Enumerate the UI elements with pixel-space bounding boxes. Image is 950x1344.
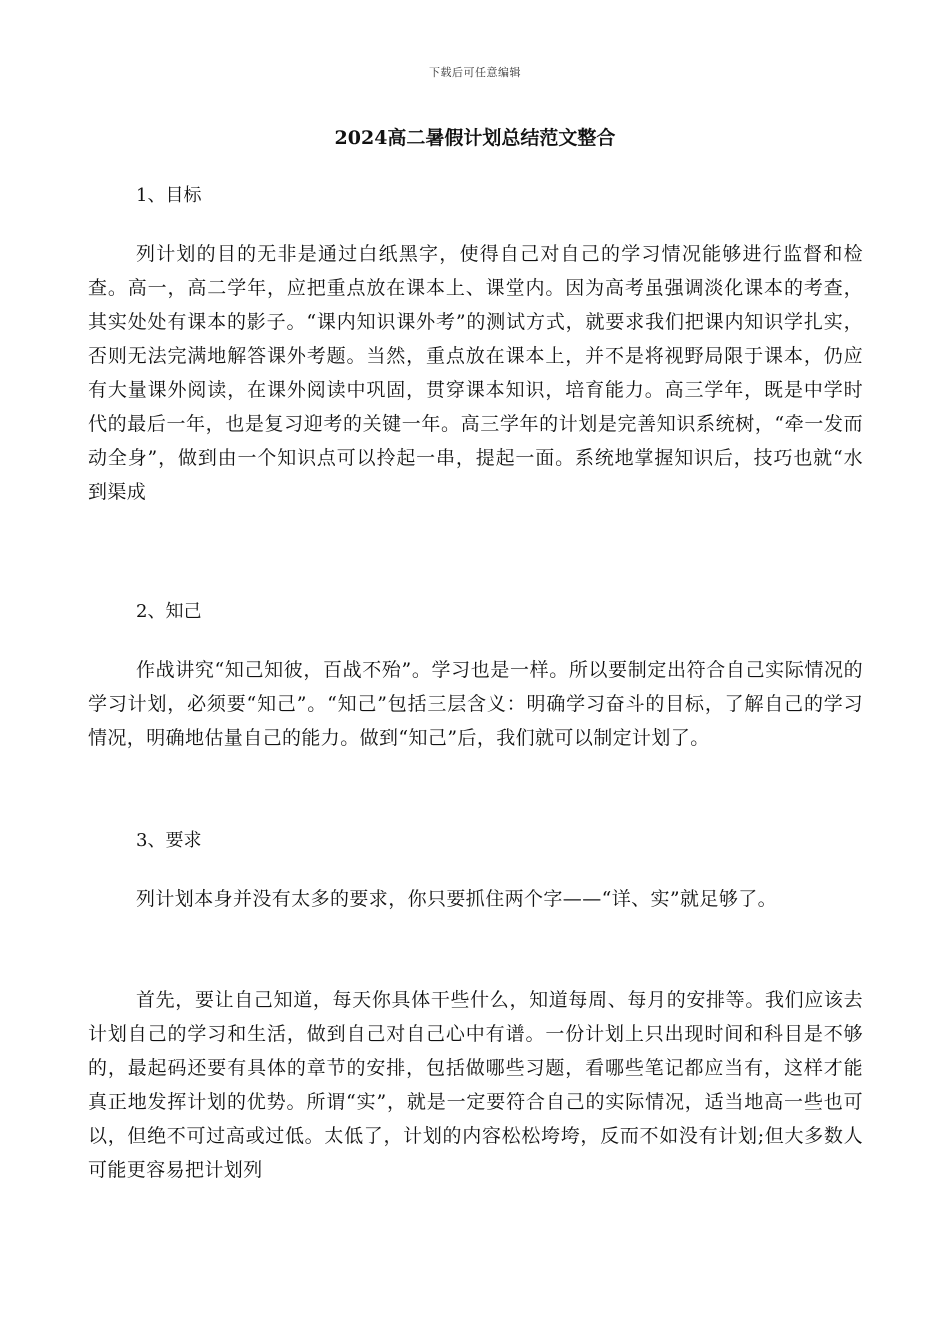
paragraph-know-yourself: 作战讲究“知己知彼，百战不殆”。学习也是一样。所以要制定出符合自己实际情况的学习计划，必须要“知己”。“知己”包括三层含义：明确学习奋斗的目标，了解自己的学习情况，明确地估量自己的能力。做到“知己”后，我们就可以制定计划了。: [88, 659, 863, 749]
paragraph-requirements-intro: 列计划本身并没有太多的要求，你只要抓住两个字——“详、实”就足够了。: [136, 888, 778, 910]
paragraph-goal: 列计划的目的无非是通过白纸黑字，使得自己对自己的学习情况能够进行监督和检查。高一，高二学年，应把重点放在课本上、课堂内。因为高考虽强调淡化课本的考查，其实处处有课本的影子。“课内知识课外考”的测试方式，就要求我们把课内知识学扎实，否则无法完满地解答课外考题。当然，重点放在课本上，并不是将视野局限于课本，仍应有大量课外阅读，在课外阅读中巩固，贯穿课本知识，培育能力。高三学年，既是中学时代的最后一年，也是复习迎考的关键一年。高三学年的计划是完善知识系统树，“牵一发而动全身”，做到由一个知识点可以拎起一串，提起一面。系统地掌握知识后，技巧也就“水到渠成: [88, 243, 863, 503]
header-note: 下载后可任意编辑: [429, 66, 521, 79]
section-heading-goal: 1、目标: [136, 185, 202, 206]
document-title: 2024高二暑假计划总结范文整合: [334, 127, 616, 149]
section-heading-know-yourself: 2、知己: [136, 601, 202, 622]
paragraph-requirements-detail: 首先，要让自己知道，每天你具体干些什么，知道每周、每月的安排等。我们应该去计划自己的学习和生活，做到自己对自己心中有谱。一份计划上只出现时间和科目是不够的，最起码还要有具体的章节的安排，包括做哪些习题，看哪些笔记都应当有，这样才能真正地发挥计划的优势。所谓“实”，就是一定要符合自己的实际情况，适当地高一些也可以，但绝不可过高或过低。太低了，计划的内容松松垮垮，反而不如没有计划;但大多数人可能更容易把计划列: [88, 989, 863, 1181]
section-heading-requirements: 3、要求: [136, 830, 202, 851]
